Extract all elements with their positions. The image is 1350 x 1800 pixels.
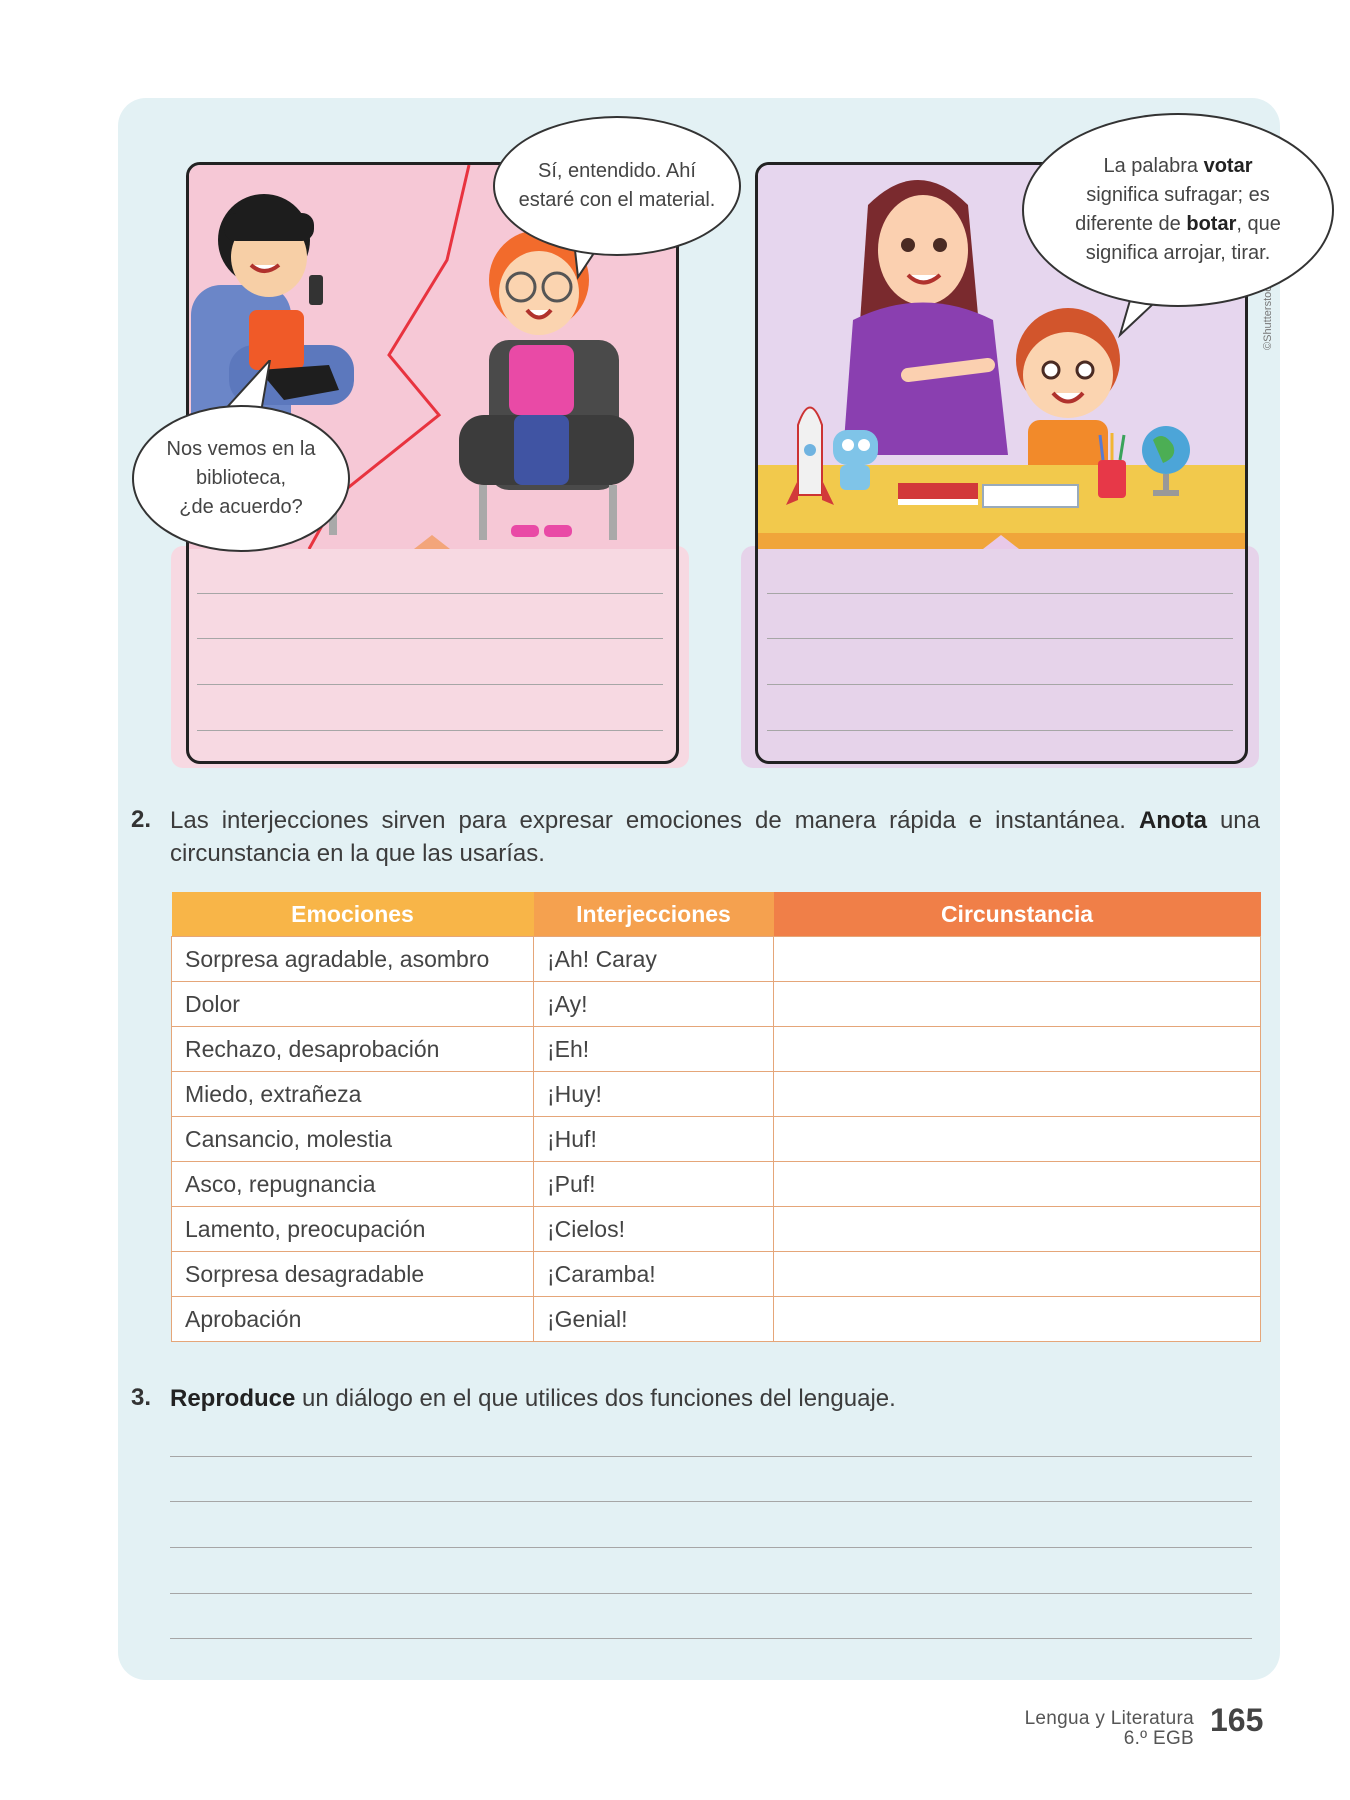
interjection-cell: ¡Huf! bbox=[534, 1117, 774, 1162]
question-3-text bbox=[170, 1382, 1260, 1415]
question-2-text bbox=[170, 804, 1260, 870]
table-row bbox=[172, 1207, 1261, 1252]
writing-line[interactable] bbox=[170, 1638, 1252, 1639]
bubble-line: Sí, entendido. Ahí bbox=[538, 160, 696, 182]
question-3-text-part: un diálogo en el que utilices dos funciones del lenguaje. bbox=[295, 1385, 896, 1412]
image-credit: ©Shutterstock bbox=[1262, 280, 1274, 350]
footer-grade: 6.º EGB bbox=[1123, 1728, 1194, 1749]
bubble-text: La palabra bbox=[1103, 155, 1204, 177]
interjection-cell: ¡Eh! bbox=[534, 1027, 774, 1072]
emotion-cell: Dolor bbox=[172, 982, 534, 1027]
bubble-line: estaré con el material. bbox=[518, 189, 716, 211]
footer-subject-name: Lengua y Literatura bbox=[1024, 1708, 1194, 1729]
interjection-cell: ¡Puf! bbox=[534, 1162, 774, 1207]
question-2-number: 2. bbox=[131, 806, 152, 833]
circumstance-cell[interactable] bbox=[774, 1162, 1261, 1207]
bubble-line: Nos vemos en la bbox=[166, 438, 316, 460]
table-row bbox=[172, 937, 1261, 982]
circumstance-cell[interactable] bbox=[774, 1297, 1261, 1342]
speech-bubble-mother bbox=[1022, 113, 1334, 307]
speech-bubble-girl bbox=[493, 116, 741, 256]
table-row bbox=[172, 1162, 1261, 1207]
bubble-line bbox=[1075, 152, 1281, 181]
table-row bbox=[172, 1252, 1261, 1297]
circumstance-cell[interactable] bbox=[774, 937, 1261, 982]
writing-line[interactable] bbox=[170, 1547, 1252, 1548]
bubble-line: significa sufragar; es bbox=[1086, 184, 1270, 206]
question-3-bold: Reproduce bbox=[170, 1385, 296, 1412]
circumstance-cell[interactable] bbox=[774, 1207, 1261, 1252]
interjection-cell: ¡Genial! bbox=[534, 1297, 774, 1342]
question-2-text-part: Las interjecciones sirven para expresar emociones de manera rápida e instantánea. bbox=[170, 807, 1139, 834]
emotion-cell: Asco, repugnancia bbox=[172, 1162, 534, 1207]
interjection-cell: ¡Cielos! bbox=[534, 1207, 774, 1252]
emotion-cell: Cansancio, molestia bbox=[172, 1117, 534, 1162]
speech-bubble-boy bbox=[132, 405, 350, 552]
interjections-table bbox=[171, 892, 1261, 1342]
bubble-line: ¿de acuerdo? bbox=[179, 496, 303, 518]
header-interjecciones: Interjecciones bbox=[534, 892, 774, 937]
footer-subject bbox=[1025, 1709, 1194, 1749]
emotion-cell: Sorpresa agradable, asombro bbox=[172, 937, 534, 982]
bubble-line bbox=[1075, 210, 1281, 239]
circumstance-cell[interactable] bbox=[774, 1252, 1261, 1297]
bubble-bold-word: botar bbox=[1186, 213, 1237, 235]
header-emociones: Emociones bbox=[172, 892, 534, 937]
interjection-cell: ¡Ay! bbox=[534, 982, 774, 1027]
bubble-line: biblioteca, bbox=[195, 467, 287, 489]
table-header-row bbox=[172, 892, 1261, 937]
circumstance-cell[interactable] bbox=[774, 982, 1261, 1027]
header-circunstancia: Circunstancia bbox=[774, 892, 1261, 937]
writing-line[interactable] bbox=[170, 1456, 1252, 1457]
bubble-text: diferente de bbox=[1075, 213, 1187, 235]
question-2-text-part: una circunstancia en la que las usarías. bbox=[170, 807, 1260, 867]
table-row bbox=[172, 982, 1261, 1027]
table-row bbox=[172, 1297, 1261, 1342]
interjection-cell: ¡Caramba! bbox=[534, 1252, 774, 1297]
circumstance-cell[interactable] bbox=[774, 1072, 1261, 1117]
table-row bbox=[172, 1027, 1261, 1072]
emotion-cell: Rechazo, desaprobación bbox=[172, 1027, 534, 1072]
interjection-cell: ¡Huy! bbox=[534, 1072, 774, 1117]
question-3-number: 3. bbox=[131, 1384, 152, 1411]
bubble-text: , que bbox=[1236, 213, 1281, 235]
table-row bbox=[172, 1117, 1261, 1162]
emotion-cell: Miedo, extrañeza bbox=[172, 1072, 534, 1117]
bubble-line: significa arrojar, tirar. bbox=[1085, 242, 1271, 264]
emotion-cell: Aprobación bbox=[172, 1297, 534, 1342]
page-number: 165 bbox=[1210, 1702, 1264, 1738]
emotion-cell: Sorpresa desagradable bbox=[172, 1252, 534, 1297]
table-row bbox=[172, 1072, 1261, 1117]
writing-line[interactable] bbox=[170, 1593, 1252, 1594]
circumstance-cell[interactable] bbox=[774, 1117, 1261, 1162]
emotion-cell: Lamento, preocupación bbox=[172, 1207, 534, 1252]
bubble-bold-word: votar bbox=[1203, 155, 1253, 177]
question-2-bold: Anota bbox=[1138, 807, 1207, 834]
interjection-cell: ¡Ah! Caray bbox=[534, 937, 774, 982]
circumstance-cell[interactable] bbox=[774, 1027, 1261, 1072]
writing-line[interactable] bbox=[170, 1501, 1252, 1502]
